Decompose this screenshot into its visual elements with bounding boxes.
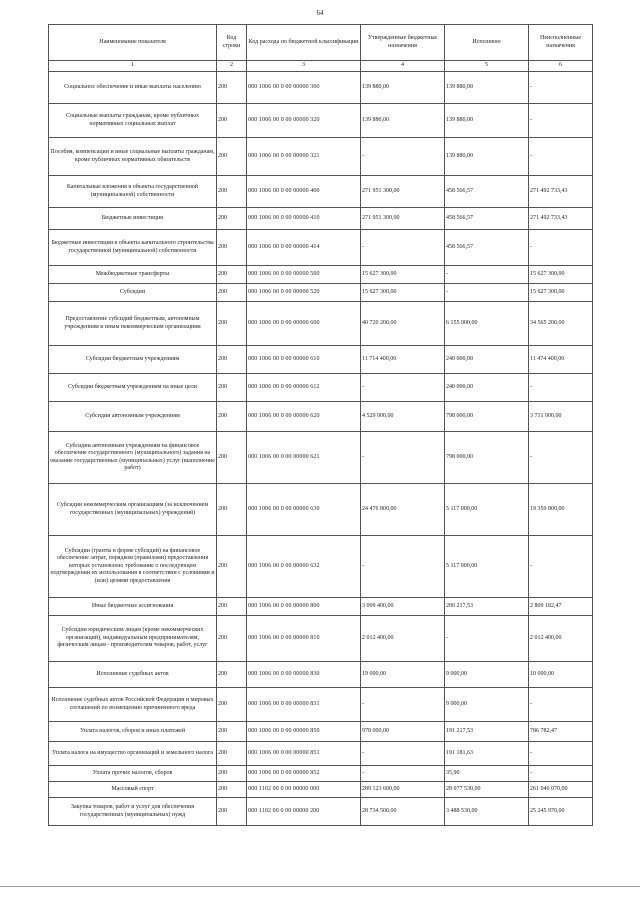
- budget-execution-table: [48, 24, 593, 826]
- table-row: [49, 374, 593, 402]
- row-indicator-name: Уплата налога на имущество организаций и земельного налога: [49, 742, 217, 766]
- row-remaining: -: [529, 374, 593, 402]
- row-budget-code: 000 1006 00 0 00 00000 414: [247, 230, 361, 266]
- row-indicator-name: Социальные выплаты гражданам, кроме публичных нормативных социальных выплат: [49, 104, 217, 138]
- row-line-code: 200: [217, 72, 247, 104]
- row-line-code: 200: [217, 536, 247, 598]
- column-number: 5: [445, 61, 529, 72]
- column-number: 2: [217, 61, 247, 72]
- row-executed: 9 000,00: [445, 688, 529, 722]
- row-approved: -: [361, 432, 445, 484]
- row-budget-code: 000 1006 00 0 00 00000 830: [247, 662, 361, 688]
- table-row: [49, 138, 593, 176]
- row-indicator-name: Субсидии бюджетным учреждениям на иные цели: [49, 374, 217, 402]
- row-indicator-name: Субсидии: [49, 284, 217, 302]
- table-row: [49, 536, 593, 598]
- row-budget-code: 000 1006 00 0 00 00000 831: [247, 688, 361, 722]
- row-budget-code: 000 1006 00 0 00 00000 612: [247, 374, 361, 402]
- row-executed: 28 077 530,00: [445, 782, 529, 798]
- row-remaining: -: [529, 432, 593, 484]
- row-indicator-name: Субсидии некоммерческим организациям (за исключением государственных (муниципальных) учреждений): [49, 484, 217, 536]
- row-executed: -: [445, 616, 529, 662]
- row-indicator-name: Субсидии юридическим лицам (кроме некоммерческих организаций), индивидуальным предпринимателям, физическим лицам - производителям товаров, работ, услуг: [49, 616, 217, 662]
- row-approved: 28 734 500,00: [361, 798, 445, 826]
- row-approved: -: [361, 374, 445, 402]
- row-executed: 139 880,00: [445, 72, 529, 104]
- row-line-code: 200: [217, 138, 247, 176]
- row-remaining: -: [529, 72, 593, 104]
- row-indicator-name: Иные бюджетные ассигнования: [49, 598, 217, 616]
- row-remaining: 34 565 200,00: [529, 302, 593, 346]
- row-approved: -: [361, 536, 445, 598]
- row-line-code: 200: [217, 208, 247, 230]
- row-approved: 11 714 400,00: [361, 346, 445, 374]
- row-line-code: 200: [217, 432, 247, 484]
- column-number: 3: [247, 61, 361, 72]
- row-line-code: 200: [217, 104, 247, 138]
- row-remaining: -: [529, 230, 593, 266]
- table-row: [49, 616, 593, 662]
- row-executed: -: [445, 284, 529, 302]
- row-line-code: 200: [217, 662, 247, 688]
- table-row: [49, 722, 593, 742]
- row-indicator-name: Бюджетные инвестиции: [49, 208, 217, 230]
- row-approved: -: [361, 138, 445, 176]
- row-indicator-name: Закупка товаров, работ и услуг для обеспечения государственных (муниципальных) нужд: [49, 798, 217, 826]
- table-row: [49, 72, 593, 104]
- row-approved: 24 476 800,00: [361, 484, 445, 536]
- table-row: [49, 104, 593, 138]
- row-executed: 6 155 000,00: [445, 302, 529, 346]
- row-budget-code: 000 1102 00 0 00 00000 200: [247, 798, 361, 826]
- row-budget-code: 000 1006 00 0 00 00000 630: [247, 484, 361, 536]
- row-budget-code: 000 1006 00 0 00 00000 800: [247, 598, 361, 616]
- row-remaining: -: [529, 688, 593, 722]
- row-approved: 15 627 300,00: [361, 266, 445, 284]
- row-executed: 200 217,53: [445, 598, 529, 616]
- table-row: [49, 176, 593, 208]
- row-approved: 2 012 400,00: [361, 616, 445, 662]
- row-approved: 289 123 600,00: [361, 782, 445, 798]
- table-row: [49, 208, 593, 230]
- row-approved: -: [361, 766, 445, 782]
- row-remaining: 11 474 400,00: [529, 346, 593, 374]
- row-line-code: 200: [217, 230, 247, 266]
- row-budget-code: 000 1006 00 0 00 00000 600: [247, 302, 361, 346]
- column-number: 1: [49, 61, 217, 72]
- row-indicator-name: Субсидии (гранты в форме субсидий) на финансовое обеспечение затрат, порядком (правилами) предоставления которых установлено требование о последующем подтверждении их использования в соответствии с условиями и (или) целями предоставления: [49, 536, 217, 598]
- row-remaining: 19 359 800,00: [529, 484, 593, 536]
- row-approved: -: [361, 230, 445, 266]
- column-number: 6: [529, 61, 593, 72]
- row-indicator-name: Социальное обеспечение и иные выплаты населению: [49, 72, 217, 104]
- header-remaining: Неисполненные назначения: [529, 25, 593, 61]
- row-remaining: 271 492 733,43: [529, 176, 593, 208]
- row-approved: 978 000,00: [361, 722, 445, 742]
- row-line-code: 200: [217, 176, 247, 208]
- row-indicator-name: Исполнение судебных актов Российской Федерации и мировых соглашений по возмещению причиненного вреда: [49, 688, 217, 722]
- table-row: [49, 782, 593, 798]
- row-budget-code: 000 1006 00 0 00 00000 400: [247, 176, 361, 208]
- row-line-code: 200: [217, 742, 247, 766]
- header-approved: Утвержденные бюджетные назначения: [361, 25, 445, 61]
- row-indicator-name: Уплата прочих налогов, сборов: [49, 766, 217, 782]
- table-row: [49, 742, 593, 766]
- header-indicator-name: Наименование показателя: [49, 25, 217, 61]
- row-executed: 139 880,00: [445, 138, 529, 176]
- column-number-row: [49, 61, 593, 72]
- table-row: [49, 798, 593, 826]
- row-line-code: 200: [217, 284, 247, 302]
- page-number: 64: [316, 9, 324, 17]
- row-budget-code: 000 1006 00 0 00 00000 520: [247, 284, 361, 302]
- row-indicator-name: Капитальные вложения в объекты государственной (муниципальной) собственности: [49, 176, 217, 208]
- row-line-code: 200: [217, 402, 247, 432]
- header-executed: Исполнено: [445, 25, 529, 61]
- row-remaining: 786 782,47: [529, 722, 593, 742]
- row-line-code: 200: [217, 688, 247, 722]
- row-remaining: 261 046 070,00: [529, 782, 593, 798]
- row-budget-code: 000 1006 00 0 00 00000 620: [247, 402, 361, 432]
- row-executed: 240 000,00: [445, 374, 529, 402]
- row-executed: 139 880,00: [445, 104, 529, 138]
- row-budget-code: 000 1006 00 0 00 00000 610: [247, 346, 361, 374]
- row-remaining: 15 627 300,00: [529, 266, 593, 284]
- row-indicator-name: Массовый спорт: [49, 782, 217, 798]
- row-executed: -: [445, 266, 529, 284]
- row-executed: 240 000,00: [445, 346, 529, 374]
- table-row: [49, 284, 593, 302]
- row-indicator-name: Бюджетные инвестиции в объекты капитального строительства государственной (муниципальной) собственности: [49, 230, 217, 266]
- row-line-code: 200: [217, 346, 247, 374]
- row-indicator-name: Уплата налогов, сборов и иных платежей: [49, 722, 217, 742]
- row-indicator-name: Межбюджетные трансферты: [49, 266, 217, 284]
- row-remaining: 271 492 733,43: [529, 208, 593, 230]
- row-executed: 3 488 530,00: [445, 798, 529, 826]
- row-indicator-name: Пособия, компенсации и иные социальные выплаты гражданам, кроме публичных нормативных обязательств: [49, 138, 217, 176]
- header-budget-code: Код расхода по бюджетной классификации: [247, 25, 361, 61]
- footer-divider: [0, 886, 640, 887]
- row-approved: 40 720 200,00: [361, 302, 445, 346]
- row-remaining: -: [529, 536, 593, 598]
- row-budget-code: 000 1006 00 0 00 00000 851: [247, 742, 361, 766]
- row-approved: 139 880,00: [361, 104, 445, 138]
- row-executed: 458 566,57: [445, 230, 529, 266]
- table-row: [49, 230, 593, 266]
- row-line-code: 200: [217, 598, 247, 616]
- table-row: [49, 302, 593, 346]
- row-budget-code: 000 1006 00 0 00 00000 500: [247, 266, 361, 284]
- row-budget-code: 000 1006 00 0 00 00000 320: [247, 104, 361, 138]
- row-line-code: 200: [217, 722, 247, 742]
- row-approved: 19 000,00: [361, 662, 445, 688]
- row-line-code: 200: [217, 616, 247, 662]
- row-budget-code: 000 1006 00 0 00 00000 321: [247, 138, 361, 176]
- row-budget-code: 000 1006 00 0 00 00000 850: [247, 722, 361, 742]
- table-row: [49, 688, 593, 722]
- row-approved: -: [361, 688, 445, 722]
- row-indicator-name: Исполнение судебных актов: [49, 662, 217, 688]
- row-approved: 15 627 300,00: [361, 284, 445, 302]
- table-body: [49, 72, 593, 826]
- row-executed: 5 117 000,00: [445, 536, 529, 598]
- row-line-code: 200: [217, 484, 247, 536]
- table-row: [49, 402, 593, 432]
- table-row: [49, 662, 593, 688]
- row-budget-code: 000 1102 00 0 00 00000 000: [247, 782, 361, 798]
- row-line-code: 200: [217, 266, 247, 284]
- row-budget-code: 000 1006 00 0 00 00000 632: [247, 536, 361, 598]
- row-executed: 9 000,00: [445, 662, 529, 688]
- row-budget-code: 000 1006 00 0 00 00000 852: [247, 766, 361, 782]
- row-approved: 271 951 300,00: [361, 208, 445, 230]
- column-number: 4: [361, 61, 445, 72]
- table-row: [49, 484, 593, 536]
- row-remaining: 2 809 182,47: [529, 598, 593, 616]
- row-budget-code: 000 1006 00 0 00 00000 410: [247, 208, 361, 230]
- row-executed: 458 566,57: [445, 208, 529, 230]
- row-executed: 191 217,53: [445, 722, 529, 742]
- table-row: [49, 598, 593, 616]
- row-approved: 3 009 400,00: [361, 598, 445, 616]
- table-row: [49, 266, 593, 284]
- row-executed: 35,90: [445, 766, 529, 782]
- row-line-code: 200: [217, 766, 247, 782]
- row-executed: 798 000,00: [445, 402, 529, 432]
- row-remaining: 25 245 970,00: [529, 798, 593, 826]
- header-row: [49, 25, 593, 61]
- row-remaining: 2 012 400,00: [529, 616, 593, 662]
- row-remaining: 15 627 300,00: [529, 284, 593, 302]
- row-line-code: 200: [217, 798, 247, 826]
- row-executed: 458 566,57: [445, 176, 529, 208]
- row-indicator-name: Предоставление субсидий бюджетным, автономным учреждениям и иным некоммерческим организациям: [49, 302, 217, 346]
- row-budget-code: 000 1006 00 0 00 00000 300: [247, 72, 361, 104]
- row-budget-code: 000 1006 00 0 00 00000 810: [247, 616, 361, 662]
- row-approved: 271 951 300,00: [361, 176, 445, 208]
- row-line-code: 200: [217, 374, 247, 402]
- table-row: [49, 766, 593, 782]
- table-row: [49, 432, 593, 484]
- row-remaining: -: [529, 742, 593, 766]
- row-remaining: 3 731 000,00: [529, 402, 593, 432]
- row-budget-code: 000 1006 00 0 00 00000 621: [247, 432, 361, 484]
- table-row: [49, 346, 593, 374]
- row-approved: 4 529 000,00: [361, 402, 445, 432]
- row-remaining: -: [529, 766, 593, 782]
- row-indicator-name: Субсидии автономным учреждениям на финансовое обеспечение государственного (муниципального) задания на оказание государственных (муниципальных) услуг (выполнение работ): [49, 432, 217, 484]
- header-line-code: Код строки: [217, 25, 247, 61]
- row-remaining: -: [529, 104, 593, 138]
- row-line-code: 200: [217, 302, 247, 346]
- row-remaining: -: [529, 138, 593, 176]
- row-executed: 798 000,00: [445, 432, 529, 484]
- row-indicator-name: Субсидии автономным учреждениям: [49, 402, 217, 432]
- row-remaining: 10 000,00: [529, 662, 593, 688]
- row-indicator-name: Субсидии бюджетным учреждениям: [49, 346, 217, 374]
- row-line-code: 200: [217, 782, 247, 798]
- row-executed: 191 181,63: [445, 742, 529, 766]
- row-approved: -: [361, 742, 445, 766]
- row-executed: 5 117 000,00: [445, 484, 529, 536]
- row-approved: 139 880,00: [361, 72, 445, 104]
